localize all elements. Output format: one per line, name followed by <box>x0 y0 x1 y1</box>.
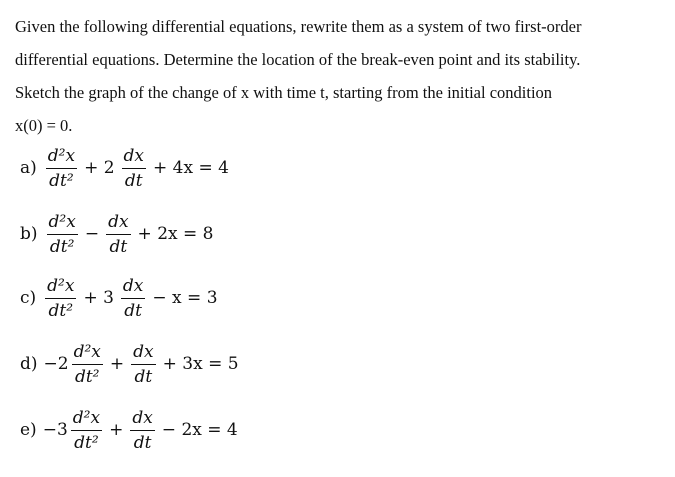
first-derivative-fraction <box>122 146 146 191</box>
equation-rhs: + 3x = 5 <box>162 354 239 374</box>
equation-rhs: + 2x = 8 <box>137 224 214 244</box>
second-derivative-fraction <box>72 342 103 387</box>
numerator: d²x <box>46 146 77 169</box>
equation-rhs: − x = 3 <box>152 288 218 308</box>
operator: + 2 <box>84 158 115 178</box>
equation-c <box>20 268 223 328</box>
operator: − <box>84 224 100 244</box>
numerator: d²x <box>71 408 102 431</box>
denominator: dt² <box>74 432 99 453</box>
denominator: dt <box>133 432 152 453</box>
numerator: dx <box>131 342 155 365</box>
intro-line-4: x(0) = 0. <box>15 116 73 135</box>
second-derivative-fraction <box>47 212 78 257</box>
equation-rhs: + 4x = 4 <box>153 158 229 178</box>
problem-statement <box>15 10 663 142</box>
equation-d <box>20 334 244 394</box>
denominator: dt² <box>49 236 75 257</box>
denominator: dt² <box>48 300 74 321</box>
equation-label: e) <box>20 420 37 440</box>
equation-label: d) <box>20 354 38 374</box>
denominator: dt <box>124 300 143 321</box>
equation-rhs: − 2x = 4 <box>161 420 238 440</box>
denominator: dt <box>109 236 128 257</box>
operator: + 3 <box>83 288 114 308</box>
equation-e <box>20 400 243 460</box>
numerator: dx <box>106 212 130 235</box>
second-derivative-fraction <box>45 276 76 321</box>
equation-label: b) <box>20 224 38 244</box>
equation-label: c) <box>20 288 37 308</box>
denominator: dt² <box>74 366 100 387</box>
coefficient: −2 <box>43 354 69 374</box>
second-derivative-fraction <box>71 408 102 453</box>
numerator: dx <box>122 146 146 169</box>
operator: + <box>109 420 124 440</box>
denominator: dt <box>124 170 143 191</box>
first-derivative-fraction <box>131 342 155 387</box>
equation-a <box>20 138 234 198</box>
first-derivative-fraction <box>121 276 145 321</box>
equation-label: a) <box>20 158 37 178</box>
numerator: dx <box>130 408 154 431</box>
denominator: dt² <box>49 170 74 191</box>
numerator: d²x <box>72 342 103 365</box>
numerator: dx <box>121 276 145 299</box>
first-derivative-fraction <box>106 212 130 257</box>
operator: + <box>109 354 125 374</box>
intro-line-2: differential equations. Determine the location of the break-even point and its stability. <box>15 50 581 69</box>
intro-line-3: Sketch the graph of the change of x with time t, starting from the initial condition <box>15 83 553 102</box>
intro-line-1: Given the following differential equations, rewrite them as a system of two first-order <box>15 17 582 36</box>
denominator: dt <box>134 366 153 387</box>
second-derivative-fraction <box>46 146 77 191</box>
numerator: d²x <box>45 276 76 299</box>
numerator: d²x <box>47 212 78 235</box>
coefficient: −3 <box>42 420 68 440</box>
equation-b <box>20 204 218 264</box>
first-derivative-fraction <box>130 408 154 453</box>
